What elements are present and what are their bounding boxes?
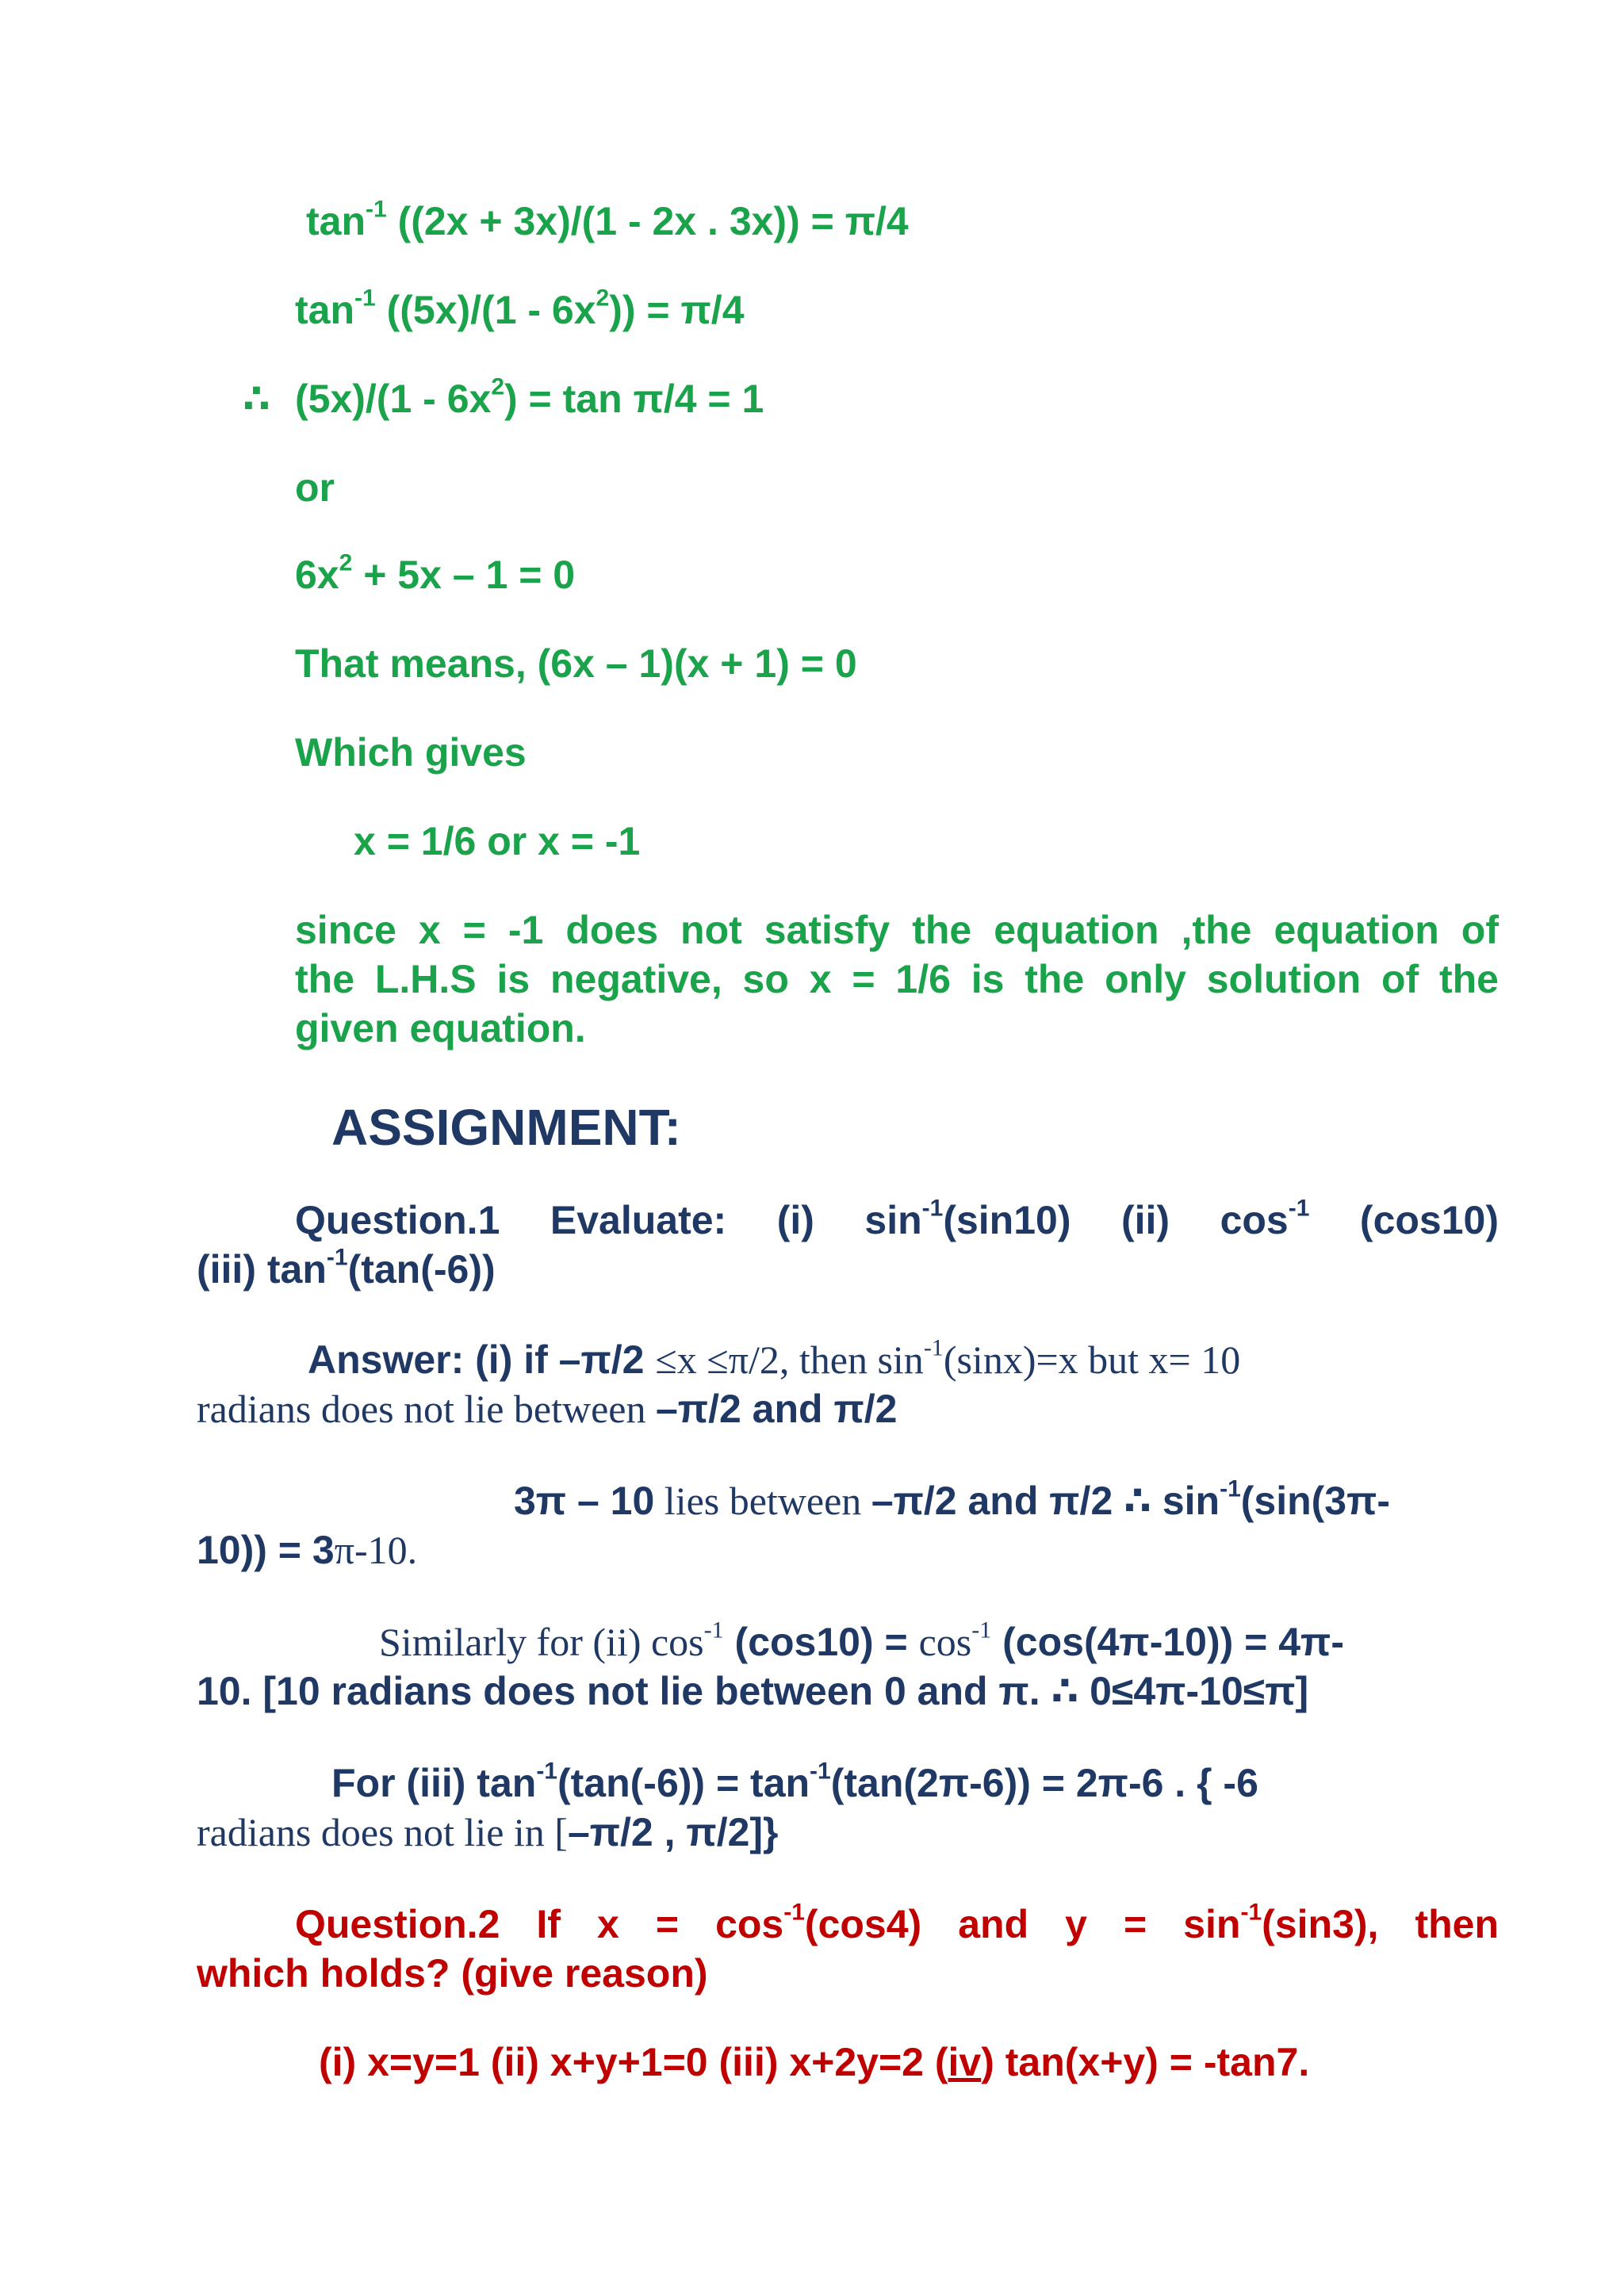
a-text: (cos10) = xyxy=(723,1620,919,1664)
option-iv-underlined: iv xyxy=(948,2040,982,2084)
answer-line-8 xyxy=(197,1808,779,1857)
eq-text: ((2x + 3x)/(1 - 2x . 3x)) = π/4 xyxy=(386,199,909,243)
that-means-line: That means, (6x – 1)(x + 1) = 0 xyxy=(295,641,857,686)
a-text: 3π – 10 xyxy=(514,1479,655,1523)
equation-line-4 xyxy=(295,550,575,599)
a-text: π-10. xyxy=(334,1528,418,1572)
question-2-line-2: which holds? (give reason) xyxy=(197,1951,708,1996)
q-text: (cos4) and y = sin xyxy=(804,1902,1241,1946)
question-2-line-1 xyxy=(295,1900,1499,1949)
a-text: –π/2 , π/2]} xyxy=(567,1810,779,1854)
answer-line-1 xyxy=(308,1335,1499,1384)
equation-line-3 xyxy=(295,374,764,423)
a-text: Similarly for (ii) cos xyxy=(379,1620,704,1664)
a-text: –π/2 and π/2 ∴ sin xyxy=(871,1479,1220,1523)
option-text: (i) x=y=1 (ii) x+y+1=0 (iii) x+2y=2 ( xyxy=(319,2040,948,2084)
a-text: lies between xyxy=(654,1479,871,1523)
a-text: (cos(4π-10)) = 4π- xyxy=(991,1620,1344,1664)
a-text: (tan(-6)) = tan xyxy=(557,1761,810,1805)
eq-text: tan xyxy=(295,288,354,332)
superscript: -1 xyxy=(326,1244,348,1271)
superscript: -1 xyxy=(783,1899,805,1926)
a-text: 10)) = 3 xyxy=(197,1528,335,1572)
superscript: -1 xyxy=(921,1195,944,1222)
eq-text: ((5x)/(1 - 6x xyxy=(375,288,596,332)
q-text: (tan(-6)) xyxy=(347,1247,496,1292)
a-text: ≤x ≤π/2, then sin xyxy=(655,1337,924,1382)
roots-line: x = 1/6 or x = -1 xyxy=(354,819,641,863)
since-line-2: the L.H.S is negative, so x = 1/6 is the only solution of the xyxy=(295,957,1499,1001)
eq-text: tan xyxy=(306,199,366,243)
answer-line-4 xyxy=(197,1525,417,1575)
equation-line-2 xyxy=(295,285,745,335)
which-gives-line: Which gives xyxy=(295,730,527,775)
question-1-line-2 xyxy=(197,1245,496,1294)
superscript: -1 xyxy=(971,1617,992,1644)
q-text: Question.1 Evaluate: (i) sin xyxy=(295,1198,922,1242)
superscript: -1 xyxy=(923,1334,944,1361)
therefore-symbol: ∴ xyxy=(243,377,270,421)
superscript: -1 xyxy=(1288,1195,1310,1222)
answer-line-7 xyxy=(331,1758,1258,1808)
option-text: ) tan(x+y) = -tan7. xyxy=(981,2040,1310,2084)
q-text: (sin10) (ii) cos xyxy=(943,1198,1289,1242)
equation-line-1 xyxy=(306,197,909,246)
a-text: –π/2 and π/2 xyxy=(655,1387,898,1431)
q-text: (sin3), then xyxy=(1262,1902,1499,1946)
q-text: (iii) tan xyxy=(197,1247,327,1292)
eq-text: 6x xyxy=(295,553,339,597)
answer-line-3 xyxy=(514,1476,1390,1525)
superscript: -1 xyxy=(810,1758,831,1785)
since-line-1: since x = -1 does not satisfy the equation ,the equation of xyxy=(295,908,1499,952)
a-text: radians does not lie in [ xyxy=(197,1810,568,1854)
a-text: (sin(3π- xyxy=(1240,1479,1391,1523)
superscript: -1 xyxy=(354,285,376,312)
a-text: For (iii) tan xyxy=(331,1761,537,1805)
superscript: -1 xyxy=(536,1758,557,1785)
eq-text: + 5x – 1 = 0 xyxy=(352,553,576,597)
a-text: radians does not lie between xyxy=(197,1387,656,1431)
superscript: -1 xyxy=(1240,1899,1262,1926)
question-2-options xyxy=(319,2038,1309,2087)
a-text: (sinx)=x but x= 10 xyxy=(943,1337,1241,1382)
superscript: -1 xyxy=(703,1617,724,1644)
a-text: (i) if –π/2 xyxy=(464,1337,656,1382)
superscript: 2 xyxy=(596,285,610,312)
assignment-heading: ASSIGNMENT: xyxy=(331,1099,681,1156)
q-text: Question.2 If x = cos xyxy=(295,1902,784,1946)
superscript: 2 xyxy=(491,373,505,400)
question-1-line-1 xyxy=(295,1196,1499,1245)
q-text: (cos10) xyxy=(1309,1198,1499,1242)
answer-line-6: 10. [10 radians does not lie between 0 and π. ∴ 0≤4π-10≤π] xyxy=(197,1669,1309,1713)
a-text: (tan(2π-6)) = 2π-6 . { -6 xyxy=(830,1761,1258,1805)
answer-label: Answer: xyxy=(308,1337,465,1382)
superscript: -1 xyxy=(1220,1475,1241,1502)
superscript: -1 xyxy=(366,196,387,223)
eq-text: ) = tan π/4 = 1 xyxy=(504,377,764,421)
a-text: cos xyxy=(918,1620,972,1664)
since-line-3: given equation. xyxy=(295,1006,586,1050)
superscript: 2 xyxy=(339,549,353,576)
eq-text: (5x)/(1 - 6x xyxy=(295,377,492,421)
answer-line-2 xyxy=(197,1384,897,1433)
answer-line-5 xyxy=(379,1617,1344,1667)
or-line: or xyxy=(295,465,335,510)
eq-text: )) = π/4 xyxy=(609,288,745,332)
